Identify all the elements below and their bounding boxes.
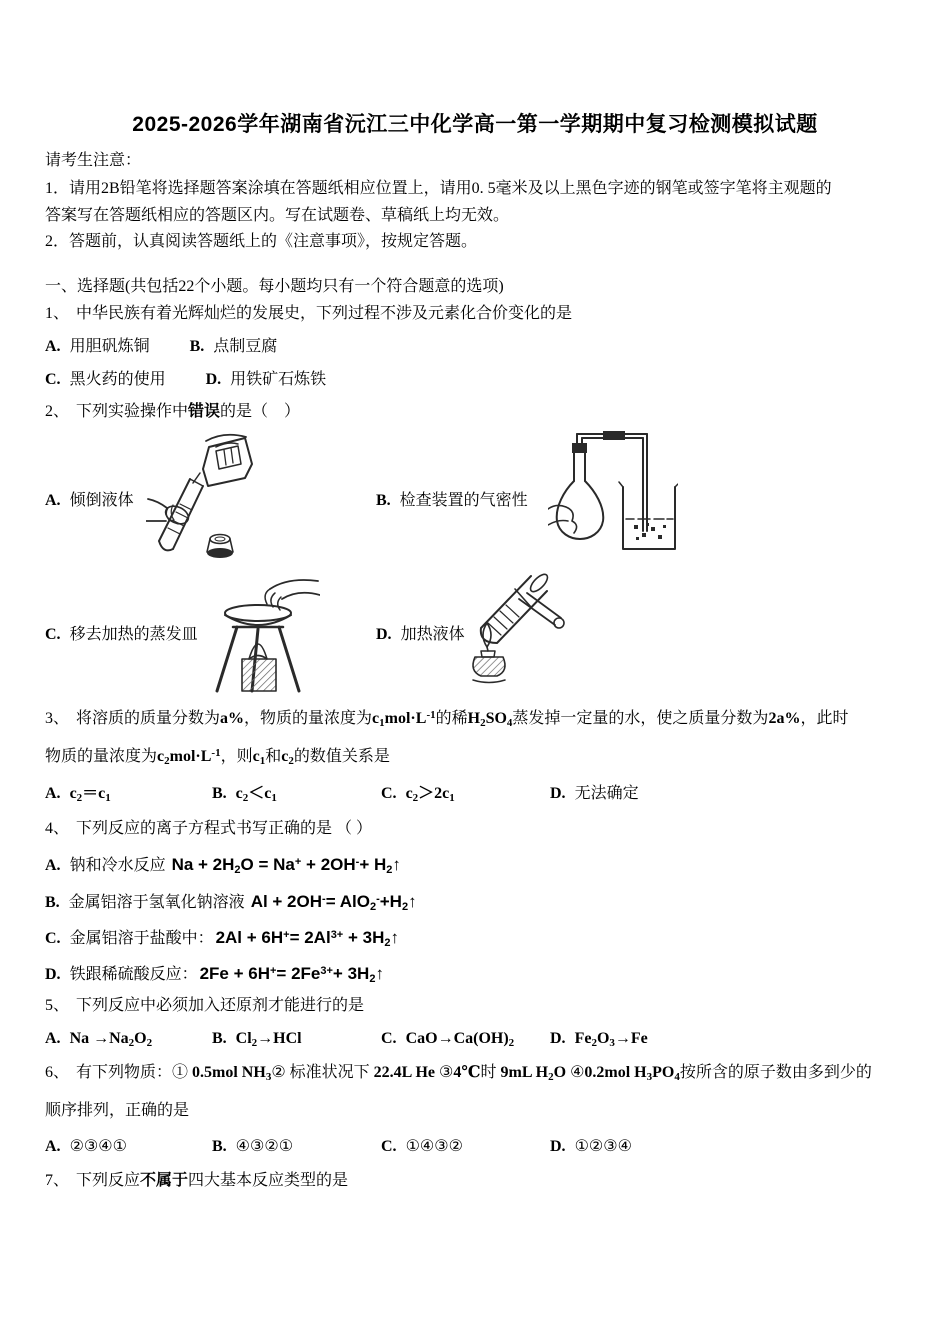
- question-5-options: [45, 1030, 648, 1049]
- question-4-text: 下列反应的离子方程式书写正确的是 （ ）: [76, 820, 373, 837]
- question-5: [45, 995, 364, 1017]
- question-3-option-d: D. 无法确定: [550, 785, 639, 802]
- ion-equation-b: $Al + 2OH^-= AlO_2^-+H_2↑$: [250, 892, 417, 913]
- question-2-figures: [0, 425, 950, 703]
- removing-evaporating-dish-figure: [200, 577, 320, 695]
- question-1-option-d: D. 用铁矿石炼铁: [205, 371, 327, 388]
- question-7: [45, 1170, 348, 1192]
- question-6-option-b: B. ④③②①: [212, 1138, 294, 1155]
- notice-item-2: 2．答题前，认真阅读答题纸上的《注意事项》，按规定答题。: [45, 233, 478, 250]
- exam-title: 2025-2026学年湖南省沅江三中化学高一第一学期期中复习检测模拟试题: [132, 113, 818, 136]
- question-3-text-line-1: 将溶质的质量分数为a%，物质的量浓度为$c_1mol\cdot L^{-1}$的稀$H_2SO_4$蒸发掉一定量的水，使之质量分数为2a%，此时: [76, 709, 849, 729]
- question-5-option-c: C. $CaO\to Ca(OH)_2$: [381, 1030, 515, 1049]
- figure-c-label: C. 移去加热的蒸发皿: [45, 626, 198, 643]
- question-5-text: 下列反应中必须加入还原剂才能进行的是: [76, 997, 365, 1014]
- question-4-option-d: D. 铁跟稀硫酸反应： $2Fe + 6H^+= 2Fe^{3+}+$ $3H_2↑$: [45, 964, 384, 985]
- question-3-number: 3、: [45, 710, 70, 727]
- ion-equation-a: $Na + 2H_2O = Na^+ + 2OH^-+$ $H_2↑$: [171, 855, 401, 876]
- question-3-line-2: [45, 742, 390, 772]
- question-3-options: [45, 780, 639, 804]
- question-3-text-line-2: 物质的量浓度为$c_2mol\cdot L^{-1}$，则$c_1$和$c_2$的数值关系是: [45, 747, 390, 767]
- question-4-number: 4、: [45, 820, 70, 837]
- heating-liquid-figure: [455, 573, 573, 685]
- question-6-option-a: A. ②③④①: [45, 1138, 127, 1155]
- question-6-line-1: [45, 1062, 872, 1088]
- question-6-text-line-2: 顺序排列，正确的是: [45, 1102, 190, 1119]
- question-4-option-b: B. 金属铝溶于氢氧化钠溶液 $Al + 2OH^-= AlO_2^-+H_2↑$: [45, 892, 417, 913]
- question-1-options-row-1: [45, 336, 277, 358]
- ion-equation-d: $2Fe + 6H^+= 2Fe^{3+}+$ $3H_2↑$: [199, 964, 384, 985]
- question-6-options: [45, 1136, 632, 1156]
- figure-a-label: A. 倾倒液体: [45, 492, 134, 509]
- pouring-liquid-figure: [146, 433, 254, 568]
- question-3-option-a: A. $c_2=c_1$: [45, 785, 111, 804]
- question-4-option-c: C. 金属铝溶于盐酸中： $2Al + 6H^+= 2Al^{3+}$ + $3H_2↑$: [45, 928, 399, 949]
- question-1-text: 中华民族有着光辉灿烂的发展史，下列过程不涉及元素化合价变化的是: [76, 305, 573, 322]
- question-6-line-2: [45, 1100, 189, 1122]
- question-3-option-c: C. $c_2>2c_1$: [381, 785, 455, 804]
- notice-heading: 请考生注意：: [45, 152, 142, 169]
- notice-item-1-line-1: 1．请用2B铅笔将选择题答案涂填在答题纸相应位置上，请用0. 5毫米及以上黑色字迹的钢笔或签字笔将主观题的: [45, 180, 832, 197]
- question-1-number: 1、: [45, 305, 70, 322]
- question-5-option-b: B. $Cl_2\to HCl$: [212, 1030, 302, 1049]
- figure-b-label: B. 检查装置的气密性: [376, 492, 528, 509]
- figure-d-label: D. 加热液体: [376, 626, 465, 643]
- question-6-text-line-1: 有下列物质：① 0.5mol $NH_3②$ 标准状况下 22.4L He ③4℃时 9mL $H_2O$ ④0.2mol $H_3PO_4$按所含的原子数由多到少的: [76, 1064, 872, 1083]
- question-5-number: 5、: [45, 997, 70, 1014]
- question-1-option-b: B. 点制豆腐: [189, 338, 278, 355]
- question-3-option-b: B. $c_2<c_1$: [212, 785, 277, 804]
- question-2-text: 下列实验操作中错误的是（ ）: [76, 403, 301, 420]
- question-1-option-a: A. 用胆矾炼铜: [45, 338, 150, 355]
- question-2: [45, 401, 300, 423]
- question-1-options-row-2: [45, 369, 326, 391]
- ion-equation-c: $2Al + 6H^+= 2Al^{3+}$ + $3H_2↑$: [215, 928, 399, 949]
- question-7-number: 7、: [45, 1172, 70, 1189]
- notice-item-1-line-2: 答案写在答题纸相应的答题区内。写在试题卷、草稿纸上均无效。: [45, 207, 510, 224]
- question-7-text: 下列反应不属于四大基本反应类型的是: [76, 1172, 349, 1189]
- question-5-option-a: A. $Na \to Na_2O_2$: [45, 1030, 153, 1049]
- question-2-number: 2、: [45, 403, 70, 420]
- question-1: [45, 303, 572, 325]
- question-5-option-d: D. $Fe_2O_3\to Fe$: [550, 1030, 648, 1049]
- question-6-option-c: C. ①④③②: [381, 1138, 463, 1155]
- question-6-number: 6、: [45, 1064, 70, 1081]
- gas-tightness-check-figure: [548, 431, 678, 557]
- question-4-option-a: A. 钠和冷水反应 $Na + 2H_2O = Na^+ + 2OH^-+$ $H_2↑$: [45, 855, 401, 876]
- question-4: [45, 818, 372, 840]
- question-1-option-c: C. 黑火药的使用: [45, 371, 166, 388]
- question-3-line-1: [45, 704, 848, 734]
- section-heading: 一、选择题(共包括22个小题。每小题均只有一个符合题意的选项): [45, 278, 504, 295]
- question-6-option-d: D. ①②③④: [550, 1138, 632, 1155]
